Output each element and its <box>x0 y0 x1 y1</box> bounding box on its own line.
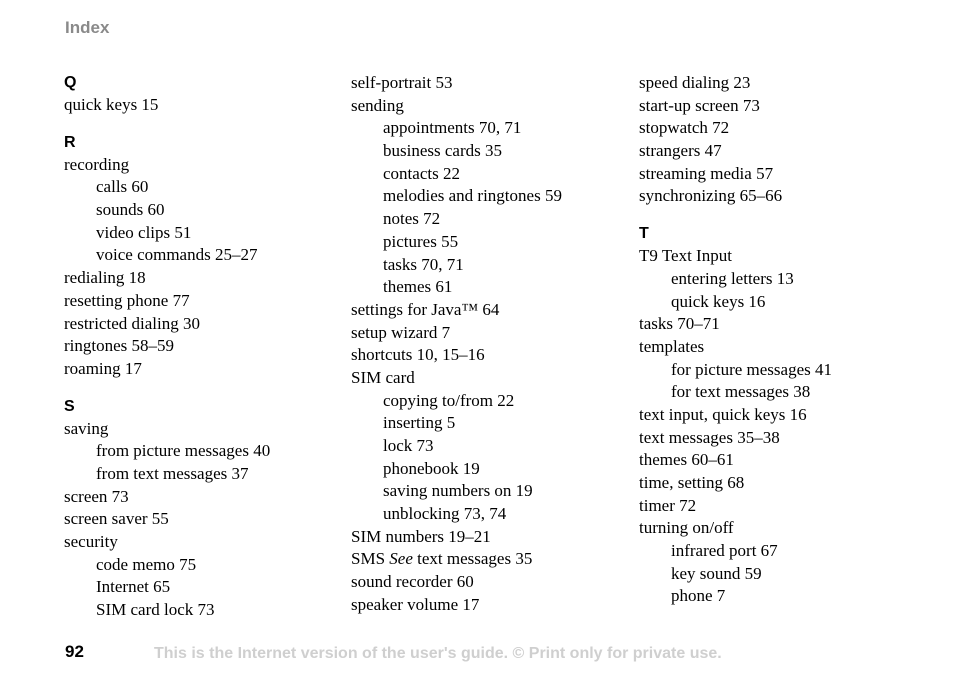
index-subentry: lock 73 <box>383 436 434 455</box>
index-entry: speaker volume 17 <box>351 594 480 614</box>
index-subentry: from text messages 37 <box>96 463 249 483</box>
index-subentry: entering letters 13 <box>671 268 794 288</box>
index-subentry: Internet 65 <box>96 577 171 597</box>
index-entry: restricted dialing 30 <box>64 313 200 333</box>
index-entry: stopwatch 72 <box>639 118 730 138</box>
index-subentry: code memo 75 <box>96 554 197 574</box>
index-entry: screen saver 55 <box>64 509 169 529</box>
index-subentry: unblocking 73, 74 <box>383 504 507 524</box>
index-subentry: business cards 35 <box>383 141 502 161</box>
index-entry: turning on/off <box>639 518 734 538</box>
index-subentry: from picture messages 40 <box>96 441 271 461</box>
index-entry: text messages 35–38 <box>639 427 780 447</box>
index-entry: saving <box>64 418 109 438</box>
index-entry: settings for Java™ 64 <box>351 299 500 319</box>
index-subentry: calls 60 <box>96 177 149 197</box>
index-column-3 <box>639 72 832 608</box>
index-subentry: infrared port 67 <box>671 541 778 561</box>
index-column-2 <box>351 72 562 617</box>
index-section-letter: R <box>64 133 76 151</box>
index-subentry: contacts 22 <box>383 163 460 183</box>
index-subentry: SIM card lock 73 <box>96 600 215 620</box>
footer-notice: This is the Internet version of the user's guide. © Print only for private use. <box>154 645 722 662</box>
page-header-title: Index <box>65 18 110 37</box>
index-entry: themes 60–61 <box>639 450 734 470</box>
index-entry: synchronizing 65–66 <box>639 186 783 206</box>
index-entry: sending <box>351 95 404 115</box>
index-entry: shortcuts 10, 15–16 <box>351 345 485 365</box>
index-subentry: voice commands 25–27 <box>96 245 258 265</box>
index-entry: SIM card <box>351 367 415 387</box>
index-entry: speed dialing 23 <box>639 73 751 92</box>
index-entry-reference: text messages 35 <box>412 549 533 569</box>
index-entry: self-portrait 53 <box>351 73 453 92</box>
index-entry: sound recorder 60 <box>351 572 474 592</box>
index-entry: quick keys 15 <box>64 95 159 114</box>
index-entry: T9 Text Input <box>639 246 732 266</box>
index-entry: setup wizard 7 <box>351 322 451 342</box>
index-entry: start-up screen 73 <box>639 95 760 115</box>
index-subentry: for picture messages 41 <box>671 359 832 379</box>
index-subentry: saving numbers on 19 <box>383 481 533 501</box>
index-section-letter: S <box>64 397 75 415</box>
index-entry: streaming media 57 <box>639 163 774 183</box>
index-subentry: key sound 59 <box>671 563 762 583</box>
index-subentry: pictures 55 <box>383 231 459 251</box>
index-entry: screen 73 <box>64 486 129 506</box>
index-subentry: for text messages 38 <box>671 382 811 402</box>
index-entry-term: SMS <box>351 549 390 569</box>
page-number: 92 <box>65 642 84 661</box>
index-entry: SIM numbers 19–21 <box>351 526 491 546</box>
index-entry: text input, quick keys 16 <box>639 404 807 424</box>
index-entry: time, setting 68 <box>639 473 745 492</box>
index-entry: recording <box>64 154 130 174</box>
index-entry: tasks 70–71 <box>639 314 720 334</box>
index-column-1 <box>64 72 270 622</box>
index-subentry: appointments 70, 71 <box>383 118 522 138</box>
index-subentry: copying to/from 22 <box>383 390 515 410</box>
index-entry <box>351 548 562 571</box>
index-subentry: sounds 60 <box>96 200 165 220</box>
index-entry: templates <box>639 336 705 356</box>
index-subentry: notes 72 <box>383 209 441 229</box>
see-reference-label: See <box>389 549 413 569</box>
index-entry: redialing 18 <box>64 268 146 288</box>
index-subentry: phone 7 <box>671 586 726 606</box>
index-subentry: video clips 51 <box>96 222 192 242</box>
index-section-letter: Q <box>64 74 77 91</box>
index-entry: strangers 47 <box>639 141 722 161</box>
index-subentry: tasks 70, 71 <box>383 254 464 274</box>
index-entry: resetting phone 77 <box>64 290 190 310</box>
index-section-letter: T <box>639 225 649 243</box>
index-subentry: phonebook 19 <box>383 458 480 478</box>
index-subentry: melodies and ringtones 59 <box>383 186 562 206</box>
index-entry: timer 72 <box>639 495 697 515</box>
index-entry: ringtones 58–59 <box>64 336 175 356</box>
index-entry: roaming 17 <box>64 358 142 378</box>
index-entry: security <box>64 532 118 551</box>
index-subentry: inserting 5 <box>383 413 456 433</box>
index-subentry: quick keys 16 <box>671 291 766 311</box>
index-subentry: themes 61 <box>383 277 453 297</box>
